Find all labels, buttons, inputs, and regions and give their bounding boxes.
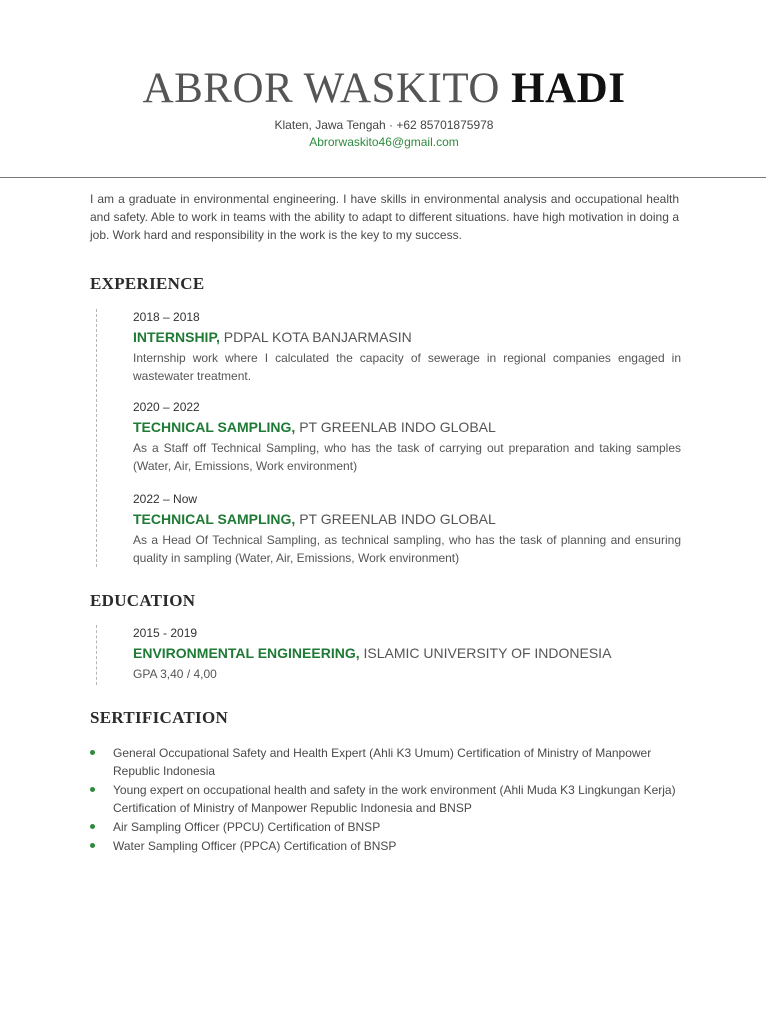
entry-description: GPA 3,40 / 4,00 <box>133 667 217 681</box>
education-timeline <box>96 625 97 685</box>
list-item <box>90 781 685 817</box>
experience-timeline <box>96 309 97 567</box>
entry-role <box>133 327 681 347</box>
certification-list <box>90 744 685 856</box>
entry-date: 2018 – 2018 <box>133 310 200 324</box>
experience-heading: EXPERIENCE <box>90 274 205 293</box>
entry-title: TECHNICAL SAMPLING, <box>133 419 296 435</box>
entry-date: 2020 – 2022 <box>133 400 200 414</box>
entry-date: 2015 - 2019 <box>133 626 198 640</box>
certification-text: General Occupational Safety and Health Expert (Ahli K3 Umum) Certification of Ministry of Manpower Republic Indonesia <box>113 746 652 778</box>
certification-text: Young expert on occupational health and safety in the work environment (Ahli Muda K3 Lingkungan Kerja) Certification of Ministry of Manpower Republic Indonesia and BNSP <box>113 783 676 815</box>
certification-text: Air Sampling Officer (PPCU) Certification of BNSP <box>113 820 381 834</box>
entry-title: TECHNICAL SAMPLING, <box>133 511 296 527</box>
header-divider <box>0 177 766 178</box>
entry-org: PDPAL KOTA BANJARMASIN <box>219 329 412 345</box>
bullet-icon <box>90 787 95 792</box>
list-item <box>90 818 685 836</box>
bullet-icon <box>90 824 95 829</box>
entry-role <box>133 643 681 663</box>
entry-title: ENVIRONMENTAL ENGINEERING, <box>133 645 360 661</box>
summary-paragraph: I am a graduate in environmental engineering. I have skills in environmental analysis and occupational health and safety. Able to work in teams with the ability to adapt to different situations. have high motivation in doing a job. Work hard and responsibility in the work is the key to my success. <box>90 192 679 242</box>
education-entry <box>133 625 681 683</box>
candidate-name <box>0 66 768 112</box>
entry-description: As a Head Of Technical Sampling, as technical sampling, who has the task of planning and ensuring quality in sampling (Water, Air, Emissions, Work environment) <box>133 533 681 565</box>
bullet-icon <box>90 843 95 848</box>
certification-heading: SERTIFICATION <box>90 708 229 727</box>
experience-entry <box>133 491 681 567</box>
entry-org: PT GREENLAB INDO GLOBAL <box>295 419 496 435</box>
education-heading: EDUCATION <box>90 591 196 610</box>
entry-role <box>133 417 681 437</box>
email-link[interactable]: Abrorwaskito46@gmail.com <box>309 135 459 149</box>
first-names: ABROR WASKITO <box>142 65 500 112</box>
entry-org: PT GREENLAB INDO GLOBAL <box>295 511 496 527</box>
entry-title: INTERNSHIP, <box>133 329 220 345</box>
list-item <box>90 744 685 780</box>
experience-entry <box>133 399 681 475</box>
contact-info: Klaten, Jawa Tengah · +62 85701875978 <box>274 118 494 132</box>
last-name: HADI <box>511 65 626 112</box>
entry-org: ISLAMIC UNIVERSITY OF INDONESIA <box>359 645 612 661</box>
experience-entry <box>133 309 681 385</box>
list-item <box>90 837 685 855</box>
entry-role <box>133 509 681 529</box>
entry-description: Internship work where I calculated the capacity of sewerage in regional companies engaged in wastewater treatment. <box>133 351 681 383</box>
entry-date: 2022 – Now <box>133 492 198 506</box>
certification-text: Water Sampling Officer (PPCA) Certification of BNSP <box>113 839 397 853</box>
entry-description: As a Staff off Technical Sampling, who has the task of carrying out preparation and taking samples (Water, Air, Emissions, Work environment) <box>133 441 681 473</box>
bullet-icon <box>90 750 95 755</box>
resume-header <box>0 0 768 150</box>
